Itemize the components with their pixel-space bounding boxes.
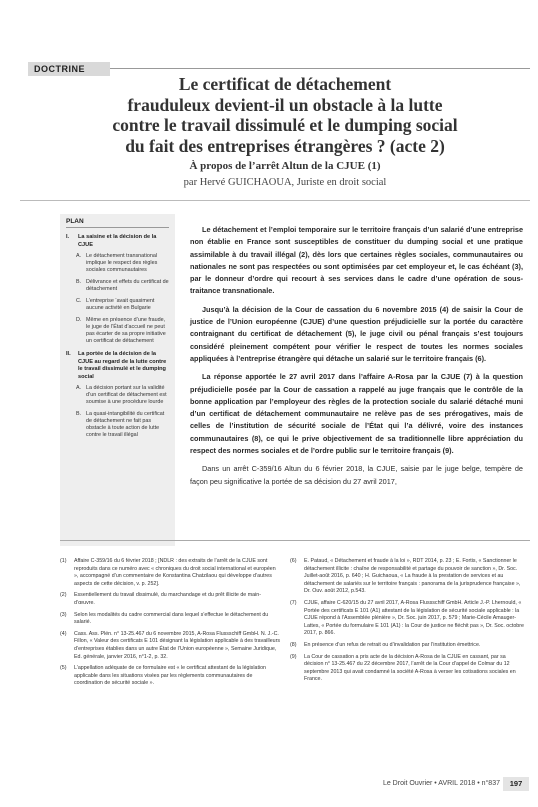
body-paragraph: La réponse apportée le 27 avril 2017 dans l’affaire A-Rosa par la CJUE (7) à la question préjudicielle posée par la Cour de cassation a rappelé au juge français que le contrôle de la bonne application par l’employeur des règles de la protection sociale du salarié détaché muni d’un certificat de détachement communautaire ne relève pas de ses prérogatives, mais de celles de l’institution de sécurité sociale de l’État qui l’a délivré, voire des instances communautaires (8), ce qui le prive objectivement de sa traditionnelle libre appréciation du respect des normes sociales et de l’ordre public sur le territoire français (9). xyxy=(190,372,523,456)
footnote-text: CJUE, affaire C-620/15 du 27 avril 2017, A-Rosa Flussschiff GmbH. Article J.-P. Lhernould, « Portée des certificats E 101 (A1) attestant de la législation de sécurité sociale applicable : la CJUE répond à l’Assemblée plénière », Dr. Soc. juin 2017, p. 579 ; Marie-Cécile Amauger-Lattes, « Portée du formulaire E 101 (A1) : la Cour de justice ne fléchit pas », Dr. Soc. octobre 2017, p. 866. xyxy=(304,599,524,637)
footnote xyxy=(60,612,280,627)
footnote-text: En présence d’un refus de retrait ou d’invalidation par l’institution émettrice. xyxy=(304,641,481,648)
footnote xyxy=(60,631,280,661)
plan-item-label: Délivrance et effets du certificat de détachement xyxy=(86,279,169,292)
plan-item xyxy=(76,298,169,312)
section-tag: DOCTRINE xyxy=(28,62,110,76)
footnote-text: Essentiellement du travail dissimulé, du marchandage et du prêt illicite de main-d’œuvre. xyxy=(74,592,261,606)
plan-item-label: L’entreprise ‘avait quasiment aucune activité en Bulgarie xyxy=(86,298,155,311)
plan-item-num: A. xyxy=(76,253,82,259)
footnote-num: (2) xyxy=(60,592,67,599)
footnote-num: (3) xyxy=(60,611,67,618)
title-line: contre le travail dissimulé et le dumping social xyxy=(112,115,458,135)
article-subtitle: À propos de l’arrêt Altun de la CJUE (1) xyxy=(189,160,381,172)
footnote-text: E. Pataud, « Détachement et fraude à la loi », RDT 2014, p. 23 ; E. Fortis, « Sanctionner le détachement illicite : chaîne de responsabilité et partage du pouvoir de sanction », Dr. Soc. Juillet-août 2016, p. 640 ; H. Guichaoua, « La fraude à la prestation de services et au détachement de salariés sur le territoire français : panorama de la jurisprudence française », Dr. Ouv. août 2012, p.543. xyxy=(304,558,521,595)
plan-box xyxy=(60,214,175,546)
plan-item xyxy=(76,279,169,293)
title-line: frauduleux devient-il un obstacle à la lutte xyxy=(127,94,443,115)
plan-heading: PLAN xyxy=(66,218,169,228)
footnote-text: La Cour de cassation a pris acte de la décision A-Rosa de la CJUE en cassant, par sa décision n° 13-25.467 du 22 décembre 2017, l’arrêt de la Cour d’appel de Colmar du 12 septembre 2013 qui avait condamné la société A-Rosa à verser les cotisations sociales en France. xyxy=(304,653,516,683)
plan-section xyxy=(66,234,169,249)
plan-item-label: Même en présence d’une fraude, le juge de l’État d’accueil ne peut pas écarter de sa propre initiative un certificat de détachement xyxy=(86,317,166,344)
footnote-num: (8) xyxy=(290,641,297,648)
footnote-text: Cass. Ass. Plén. n° 13-25.467 du 6 novembre 2015, A-Rosa Flussschiff GmbH. N. J.-C. Fillon, « Valeur des certificats E 101 désignant la législation applicable à des travailleurs d’entreprises établies dans un autre État de l’Union européenne », Semaine Juridique, Ed. générale, janvier 2016, n°1-2, p. 32. xyxy=(74,630,281,660)
title-line: Le certificat de détachement xyxy=(178,74,392,94)
title-line: du fait des entreprises étrangères ? (acte 2) xyxy=(125,135,445,156)
article-author: par Hervé GUICHAOUA, Juriste en droit social xyxy=(183,177,387,188)
plan-section-num: I. xyxy=(66,234,70,240)
plan-section xyxy=(66,351,169,381)
footnote xyxy=(290,654,525,684)
article-title xyxy=(80,74,490,156)
footnote-num: (6) xyxy=(290,558,297,564)
plan-item xyxy=(76,317,169,345)
plan-section-label: La portée de la décision de la CJUE au regard de la lutte contre le travail dissimulé et le dumping social xyxy=(78,351,167,380)
footnote xyxy=(290,600,525,638)
footnote-num: (1) xyxy=(60,558,67,564)
plan-item xyxy=(76,385,169,406)
article-body xyxy=(190,224,523,494)
body-paragraph: Le détachement et l’emploi temporaire sur le territoire français d’un salarié d’une entreprise non établie en France sont susceptibles de constituer du dumping social et une pratique assimilable à du travail illégal (2), dès lors que certaines règles sociales, communautaires ou nationales ne sont pas respectées ou sont optimisées par cet employeur et, le cas échéant (3), par le donneur d’ordre qui recourt à ses services dans le cadre d’une opération de sous-traitance transnationale. xyxy=(190,225,523,296)
footnote xyxy=(60,558,280,588)
footnote-text: Selon les modalités du cadre commercial dans lequel s’effectue le détachement du salarié. xyxy=(74,611,269,626)
footnote xyxy=(60,665,280,688)
subtitle-rule xyxy=(20,200,530,201)
footnote-num: (4) xyxy=(60,630,67,637)
plan-item-num: B. xyxy=(76,411,82,417)
footnote xyxy=(290,642,525,650)
plan-item xyxy=(76,253,169,274)
footnote-num: (5) xyxy=(60,665,67,672)
footnote xyxy=(290,558,525,596)
plan-item-label: La décision portant sur la validité d’un certificat de détachement est soumise à une procédure lourde xyxy=(86,385,167,405)
plan-item-num: C. xyxy=(76,298,82,304)
plan-item-label: Le détachement transnational implique le respect des règles sociales communautaires xyxy=(86,253,158,273)
footnote-text: L’appellation adéquate de ce formulaire est « le certificat attestant de la législation applicable dans les situations visées par les règlements communautaires de coordination de sécurité sociale ». xyxy=(74,665,266,687)
plan-item-num: D. xyxy=(76,317,82,323)
journal-footer: Le Droit Ouvrier • AVRIL 2018 • n°837 xyxy=(382,780,500,787)
footnote xyxy=(60,592,280,607)
plan-section-label: La saisine et la décision de la CJUE xyxy=(78,234,157,248)
plan-item xyxy=(76,411,169,439)
plan-item-num: A. xyxy=(76,385,82,391)
footnotes-left xyxy=(60,558,280,692)
body-paragraph: Dans un arrêt C-359/16 Altun du 6 février 2018, la CJUE, saisie par le juge belge, tempère de façon peu significative la portée de sa décision du 27 avril 2017, xyxy=(190,464,523,486)
body-paragraph: Jusqu’à la décision de la Cour de cassation du 6 novembre 2015 (4) de saisir la Cour de justice de l’Union européenne (CJUE) d’une question préjudicielle sur la portée du caractère contraignant du certificat de détachement (5), le juge civil ou pénal français s’est toujours considéré pleinement compétent pour vérifier le respect de toutes les normes sociales appliquées à l’entreprise étrangère qui détache un salarié sur le territoire français (6). xyxy=(190,304,523,363)
footnote-num: (7) xyxy=(290,599,297,606)
plan-section-num: II. xyxy=(66,351,71,357)
footnotes-rule xyxy=(60,540,530,541)
header-rule xyxy=(110,68,530,69)
footnote-num: (9) xyxy=(290,653,297,660)
footnote-text: Affaire C-359/16 du 6 février 2018 ; [NDLR : des extraits de l’arrêt de la CJUE sont reproduits dans ce numéro avec « chroniques du droit social international et européen », accompagné d’un commentaire de Konstantina Chatzilaou qui développe d’autres aspects de cette décision, v. p. 252]. xyxy=(74,558,276,587)
page-number: 197 xyxy=(503,777,529,791)
footnotes-right xyxy=(290,558,525,688)
plan-item-label: La quasi-intangibilité du certificat de détachement ne fait pas obstacle à toute action de lutte contre le travail illégal xyxy=(86,411,165,438)
plan-item-num: B. xyxy=(76,279,82,285)
